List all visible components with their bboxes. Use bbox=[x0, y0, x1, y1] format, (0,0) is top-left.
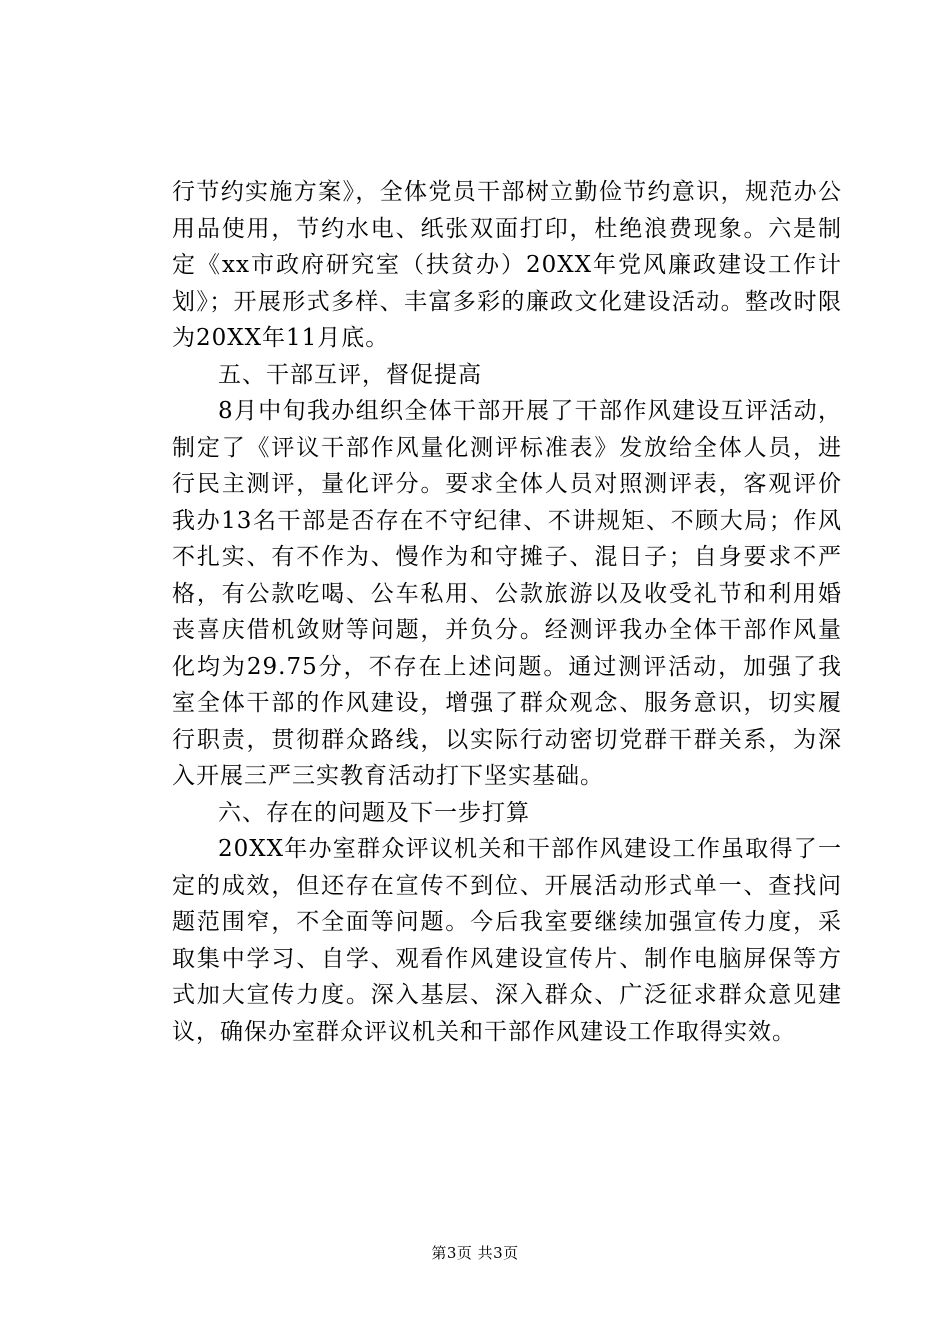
document-body bbox=[172, 174, 842, 1050]
section-heading-peer-review: 五、干部互评，督促提高 bbox=[218, 361, 482, 388]
section-heading-problems-next-steps: 六、存在的问题及下一步打算 bbox=[218, 799, 530, 826]
paragraph-problems-next-steps: 20XX年办室群众评议机关和干部作风建设工作虽取得了一定的成效，但还存在宣传不到位、开展活动形式单一、查找问题范围窄，不全面等问题。今后我室要继续加强宣传力度，采取集中学习、自学、观看作风建设宣传片、制作电脑屏保等方式加大宣传力度。深入基层、深入群众、广泛征求群众意见建议，确保办室群众评议机关和干部作风建设工作取得实效。 bbox=[172, 836, 842, 1045]
paragraph-continued-plan: 行节约实施方案》，全体党员干部树立勤俭节约意识，规范办公用品使用，节约水电、纸张双面打印，杜绝浪费现象。六是制定《xx市政府研究室（扶贫办）20XX年党风廉政建设工作计划》；开展形式多样、丰富多彩的廉政文化建设活动。整改时限为20XX年11月底。 bbox=[172, 179, 842, 351]
page-footer: 第3页 共3页 bbox=[431, 1244, 519, 1262]
paragraph-peer-review: 8月中旬我办组织全体干部开展了干部作风建设互评活动，制定了《评议干部作风量化测评标准表》发放给全体人员，进行民主测评，量化评分。要求全体人员对照测评表，客观评价我办13名干部是否存在不守纪律、不讲规矩、不顾大局；作风不扎实、有不作为、慢作为和守摊子、混日子；自身要求不严格，有公款吃喝、公车私用、公款旅游以及收受礼节和利用婚丧喜庆借机敛财等问题，并负分。经测评我办全体干部作风量化均为29.75分，不存在上述问题。通过测评活动，加强了我室全体干部的作风建设，增强了群众观念、服务意识，切实履行职责，贯彻群众路线，以实际行动密切党群干群关系，为深入开展三严三实教育活动打下坚实基础。 bbox=[172, 398, 842, 789]
